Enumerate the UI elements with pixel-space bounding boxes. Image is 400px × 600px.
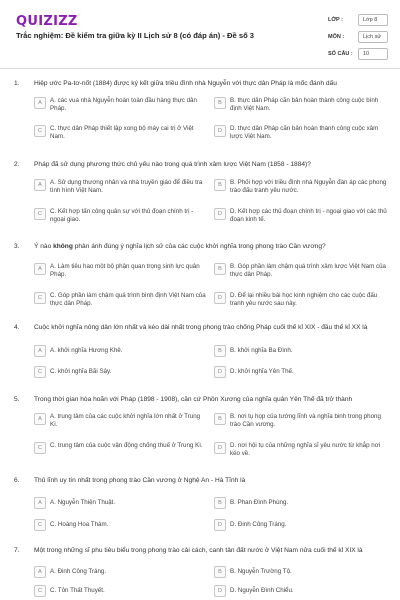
option-letter: D [214,366,226,378]
page-header [0,0,400,64]
meta-row-subject [328,31,388,45]
option-text: D. Kết hợp các thủ đoạn chính trị - ngoại giao với các thủ đoạn kinh tế. [230,208,387,224]
option-letter: B [214,345,226,357]
option-text: A. Nguyễn Thiện Thuật. [50,499,116,506]
option-letter: B [214,413,226,425]
option-text: C. Kết hợp tấn công quân sự với thủ đoạn chính trị - ngoại giao. [50,208,194,224]
option-letter: D [214,208,226,220]
document-title: Trắc nghiệm: Đề kiểm tra giữa kỳ II Lịch sử 8 (có đáp án) - Đề số 3 [16,31,255,40]
option-letter: A [34,566,46,578]
meta-label: LỚP : [328,17,343,23]
question-text-end: phản ánh đúng ý nghĩa lịch sử của các cuộc khởi nghĩa trong phong trào Cần vương? [72,243,326,250]
option-text: D. nơi hội tụ của những nghĩa sĩ yêu nước từ khắp nơi kéo về. [230,442,381,458]
option-letter: C [34,292,46,304]
option-text: D. Đinh Công Tráng. [230,521,287,528]
option-text: A. Sử dụng thương nhân và nhà truyền giáo để điều tra tình hình Việt Nam. [50,179,203,195]
question-number: 4. [14,324,20,331]
option-text: C. Tôn Thất Thuyết. [50,587,105,594]
question-number: 3. [14,243,20,250]
option-letter: A [34,413,46,425]
option-letter: B [214,497,226,509]
option-letter: C [34,366,46,378]
question-text [34,243,384,252]
option-letter: D [214,292,226,304]
option-text: C. trung tâm của cuộc vận động chống thuế ở Trung Kì. [50,442,203,449]
option-letter: C [34,125,46,137]
option-text: A. các vua nhà Nguyễn hoàn toàn đầu hàng thực dân Pháp. [50,97,197,113]
option-text: B. Nguyễn Trường Tộ. [230,568,292,575]
option-letter: B [214,179,226,191]
option-letter: D [214,442,226,454]
option-letter: A [34,497,46,509]
question-text-start: Ý nào [34,243,54,250]
question-text-emphasis: không [53,243,73,250]
question-text: Pháp đã sử dụng phương thức chủ yếu nào trong quá trình xâm lược Việt Nam (1858 - 1884)? [34,161,311,168]
question-text: Một trong những sĩ phu tiêu biểu trong phong trào cải cách, canh tân đất nước ở Việt Nam nửa cuối thế kỉ XIX là [34,547,363,554]
option-text: B. khởi nghĩa Ba Đình. [230,347,293,354]
option-text: B. Phan Đình Phùng. [230,499,289,506]
question-text: Cuộc khởi nghĩa nông dân lớn nhất và kéo dài nhất trong phong trào chống Pháp cuối thế kỉ XIX - đầu thế kỉ XX là [34,324,368,331]
option-letter: A [34,263,46,275]
meta-label: SỐ CÂU : [328,51,353,57]
question-count-field: 10 [358,48,388,60]
option-text: C. khởi nghĩa Bãi Sậy. [50,368,112,375]
option-letter: C [34,442,46,454]
option-text: B. Phối hợp với triều đình nhà Nguyễn đàn áp các phong trào đấu tranh yêu nước. [230,179,387,195]
question-number: 1. [14,80,20,87]
option-letter: C [34,585,46,597]
option-text: B. nơi tụ họp của tướng lĩnh và nghĩa binh trong phong trào Cần vương. [230,413,381,429]
class-field: Lớp 8 [358,14,388,26]
meta-row-class [328,14,388,28]
option-text: A. khởi nghĩa Hương Khê. [50,347,123,354]
option-text: B. thực dân Pháp căn bản hoàn thành công cuộc bình định Việt Nam. [230,97,379,113]
option-letter: A [34,97,46,109]
question-number: 2. [14,161,20,168]
option-text: A. trung tâm của các cuộc khởi nghĩa lớn nhất ở Trung Kì. [50,413,201,429]
option-letter: D [214,519,226,531]
question-number: 5. [14,396,20,403]
option-letter: B [214,97,226,109]
option-letter: D [214,125,226,137]
option-letter: C [34,519,46,531]
option-text: A. Làm tiêu hao một bộ phận quan trọng sinh lực quân Pháp. [50,263,200,279]
header-divider [0,68,400,69]
question-number: 6. [14,477,20,484]
option-text: C. thực dân Pháp thiết lập xong bộ máy cai trị ở Việt Nam. [50,125,194,141]
option-letter: D [214,585,226,597]
option-letter: B [214,566,226,578]
option-text: D. Nguyễn Đình Chiểu. [230,587,294,594]
meta-panel [328,14,388,65]
option-text: A. Đinh Công Tráng. [50,568,107,575]
option-letter: A [34,179,46,191]
option-text: D. thực dân Pháp căn bản hoàn thành công cuộc xâm lược Việt Nam. [230,125,379,141]
quizizz-logo: QUIZIZZ [16,14,78,29]
option-text: B. Góp phần làm chậm quá trình xâm lược Việt Nam của thực dân Pháp. [230,263,386,279]
subject-field: Lịch sử [358,31,388,43]
option-letter: C [34,208,46,220]
option-letter: B [214,263,226,275]
question-text: Hiệp ước Pa-tơ-nốt (1884) được ký kết giữa triều đình nhà Nguyễn với thực dân Pháp là mốc đánh dấu [34,80,337,87]
option-letter: A [34,345,46,357]
question-text: Thủ lĩnh uy tín nhất trong phong trào Cần vương ở Nghệ An - Hà Tĩnh là [34,477,246,484]
option-text: C. Hoàng Hoa Thám. [50,521,109,528]
question-text: Trong thời gian hòa hoãn với Pháp (1898 - 1908), căn cứ Phồn Xương của nghĩa quân Yên Thế đã trở thành [34,396,353,403]
option-text: D. Để lại nhiều bài học kinh nghiệm cho các cuộc đấu tranh yêu nước sau này. [230,292,378,308]
meta-label: MÔN : [328,34,345,40]
question-number: 7. [14,547,20,554]
meta-row-count [328,48,388,62]
option-text: D. khởi nghĩa Yên Thế. [230,368,294,375]
option-text: C. Góp phần làm chậm quá trình bình định Việt Nam của thực dân Pháp. [50,292,206,308]
